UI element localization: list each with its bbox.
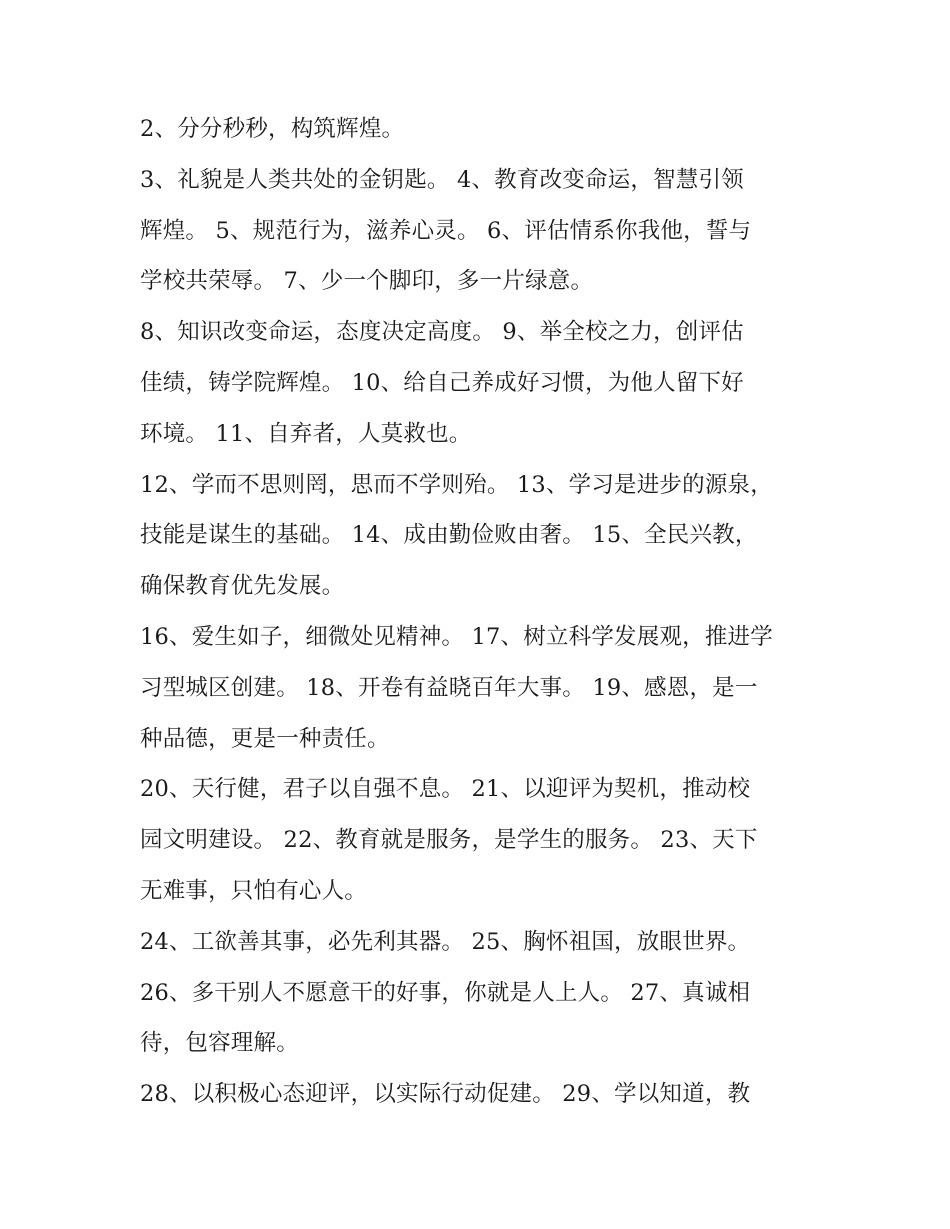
text-line: 佳绩，铸学院辉煌。 10、给自己养成好习惯，为他人留下好 — [140, 369, 744, 396]
text-line: 20、天行健，君子以自强不息。 21、以迎评为契机，推动校 — [140, 776, 751, 803]
text-line: 确保教育优先发展。 — [140, 573, 345, 600]
text-line: 8、知识改变命运，态度决定高度。 9、举全校之力，创评估 — [140, 319, 744, 346]
text-line: 辉煌。 5、规范行为，滋养心灵。 6、评估情系你我他，誓与 — [140, 217, 752, 244]
text-line: 12、学而不思则罔，思而不学则殆。 13、学习是进步的源泉， — [140, 471, 773, 498]
text-line: 26、多干别人不愿意干的好事，你就是人上人。 27、真诚相 — [140, 979, 751, 1006]
document-body — [140, 104, 820, 1120]
text-line: 3、礼貌是人类共处的金钥匙。 4、教育改变命运，智慧引领 — [140, 166, 744, 193]
text-line: 园文明建设。 22、教育就是服务，是学生的服务。 23、天下 — [140, 827, 758, 854]
text-line: 习型城区创建。 18、开卷有益晓百年大事。 19、感恩，是一 — [140, 674, 758, 701]
text-line: 16、爱生如子，细微处见精神。 17、树立科学发展观，推进学 — [140, 623, 773, 650]
text-line: 环境。 11、自弃者，人莫救也。 — [140, 420, 472, 447]
text-line: 24、工欲善其事，必先利其器。 25、胸怀祖国，放眼世界。 — [140, 928, 751, 955]
text-line: 无难事，只怕有心人。 — [140, 877, 368, 904]
text-line: 学校共荣辱。 7、少一个脚印，多一片绿意。 — [140, 268, 594, 295]
text-line: 28、以积极心态迎评，以实际行动促建。 29、学以知道，教 — [140, 1081, 751, 1108]
text-line: 种品德，更是一种责任。 — [140, 725, 390, 752]
text-line: 待，包容理解。 — [140, 1030, 299, 1057]
text-line: 技能是谋生的基础。 14、成由勤俭败由奢。 15、全民兴教， — [140, 522, 758, 549]
text-line: 2、分分秒秒，构筑辉煌。 — [140, 116, 405, 142]
